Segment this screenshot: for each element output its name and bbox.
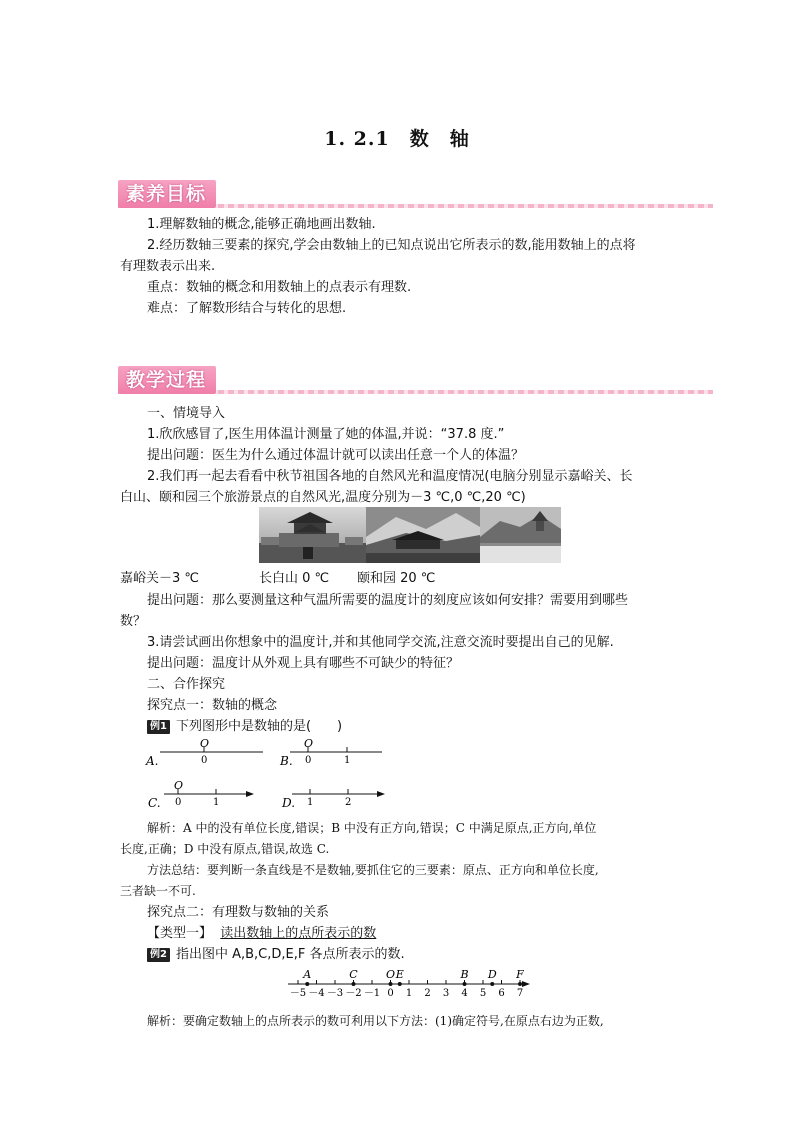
number-line-tick-label: －3 bbox=[326, 988, 344, 999]
type-1-bracket: 【类型一】 bbox=[147, 926, 213, 941]
number-line-point bbox=[463, 982, 467, 986]
type-1-title: 读出数轴上的点所表示的数 bbox=[220, 926, 377, 941]
intro-line-1: 1.欣欣感冒了,医生用体温计测量了她的体温,并说：“37.8 度.” bbox=[147, 427, 505, 442]
option-c-letter: C. bbox=[148, 796, 161, 810]
example-2 bbox=[147, 944, 405, 965]
option-c-arrow bbox=[246, 791, 254, 797]
photo-yiheyuan bbox=[480, 507, 561, 563]
number-line-tick-label: 7 bbox=[516, 988, 524, 999]
number-line-point bbox=[398, 982, 402, 986]
number-line-tick-label: 6 bbox=[498, 988, 505, 999]
option-b-tick-label-1: 1 bbox=[344, 755, 351, 766]
goal-line-2: 2.经历数轴三要素的探究,学会由数轴上的已知点说出它所表示的数,能用数轴上的点将 bbox=[147, 238, 636, 253]
example-2-label: 例2 bbox=[147, 948, 170, 962]
number-line-point-label: D bbox=[487, 968, 497, 981]
banner-goals bbox=[118, 180, 713, 210]
option-b-tick-label-0: 0 bbox=[305, 755, 312, 766]
number-line-point bbox=[518, 982, 522, 986]
option-b-origin: O bbox=[304, 737, 314, 750]
question-line-3: 提出问题：温度计从外观上具有哪些不可缺少的特征？ bbox=[147, 656, 460, 671]
photo-changbaishan bbox=[366, 507, 480, 563]
banner-process-label: 教学过程 bbox=[118, 366, 216, 394]
number-line-point bbox=[352, 982, 356, 986]
number-line-point-label: E bbox=[395, 968, 404, 981]
number-line-tick-label: 3 bbox=[442, 988, 450, 999]
difficult-point: 难点：了解数形结合与转化的思想. bbox=[147, 301, 347, 316]
number-line-point-label: C bbox=[349, 968, 358, 981]
intro-line-3: 白山、颐和园三个旅游景点的自然风光,温度分别为－3 ℃,0 ℃,20 ℃) bbox=[120, 490, 526, 505]
option-c-tick-label-0: 0 bbox=[175, 797, 182, 808]
number-line-tick-label: 5 bbox=[479, 988, 487, 999]
option-c-tick-label-1: 1 bbox=[213, 797, 220, 808]
analysis-1-line-1: 解析：A 中的没有单位长度,错误；B 中没有正方向,错误；C 中满足原点,正方向,单位 bbox=[147, 821, 597, 835]
goal-line-1: 1.理解数轴的概念,能够正确地画出数轴. bbox=[147, 217, 376, 232]
banner-goals-label: 素养目标 bbox=[118, 180, 216, 208]
number-line-point-label: F bbox=[516, 968, 524, 981]
intro-line-2: 2.我们再一起去看看中秋节祖国各地的自然风光和温度情况(电脑分别显示嘉峪关、长 bbox=[147, 469, 633, 484]
number-line-tick-label: －2 bbox=[345, 988, 362, 999]
explore-point-1: 探究点一：数轴的概念 bbox=[147, 698, 278, 713]
number-line-point bbox=[490, 982, 494, 986]
number-line-point-label: O bbox=[385, 968, 396, 981]
example-2-question: 指出图中 A,B,C,D,E,F 各点所表示的数. bbox=[175, 947, 405, 962]
number-line-tick-label: －4 bbox=[308, 988, 325, 999]
photo-jiayuguan bbox=[259, 507, 366, 563]
option-d-tick-label-0: 1 bbox=[307, 797, 314, 808]
number-line-point bbox=[305, 982, 309, 986]
option-d-tick-label-1: 2 bbox=[345, 797, 352, 808]
number-line-point bbox=[389, 982, 393, 986]
option-diagrams bbox=[140, 736, 400, 812]
number-line-tick-label: －5 bbox=[289, 988, 307, 999]
banner-process bbox=[118, 366, 713, 396]
summary-line-2: 三者缺一不可. bbox=[120, 884, 196, 898]
number-line-tick-label: －1 bbox=[363, 988, 381, 999]
explore-point-2: 探究点二：有理数与数轴的关系 bbox=[147, 905, 330, 920]
analysis-1-line-2: 长度,正确；D 中没有原点,错误,故选 C. bbox=[120, 842, 330, 856]
number-line bbox=[280, 964, 540, 1002]
option-b-letter: B. bbox=[280, 754, 293, 768]
caption-yiheyuan: 颐和园 20 ℃ bbox=[357, 571, 436, 586]
option-c-origin: O bbox=[174, 779, 184, 792]
question-line-2: 提出问题：那么要测量这种气温所需要的温度计的刻度应该如何安排？需要用到哪些 bbox=[147, 593, 629, 608]
number-line-point-label: B bbox=[460, 968, 469, 981]
key-point: 重点：数轴的概念和用数轴上的点表示有理数. bbox=[147, 280, 412, 295]
goal-line-3: 有理数表示出来. bbox=[120, 259, 216, 274]
option-d-arrow bbox=[377, 791, 385, 797]
page-title: 1. 2.1 数 轴 bbox=[324, 128, 470, 150]
caption-jiayuguan: 嘉峪关－3 ℃ bbox=[120, 571, 200, 586]
type-1-heading bbox=[147, 923, 376, 944]
example-1-question: 下列图形中是数轴的是( ) bbox=[175, 719, 343, 734]
heading-explore: 二、合作探究 bbox=[147, 677, 226, 692]
question-line-1: 提出问题：医生为什么通过体温计就可以读出任意一个人的体温？ bbox=[147, 448, 525, 463]
number-line-tick-label: 2 bbox=[424, 988, 431, 999]
option-a-origin: O bbox=[200, 737, 210, 750]
example-1-label: 例1 bbox=[147, 720, 170, 734]
number-line-tick-label: 4 bbox=[461, 988, 468, 999]
number-line-point-label: A bbox=[303, 968, 312, 981]
question-line-2-cont: 数？ bbox=[120, 614, 147, 629]
intro-line-4: 3.请尝试画出你想象中的温度计,并和其他同学交流,注意交流时要提出自己的见解. bbox=[147, 635, 614, 650]
number-line-arrow bbox=[522, 981, 530, 987]
analysis-2-line-1: 解析：要确定数轴上的点所表示的数可利用以下方法：(1)确定符号,在原点右边为正数, bbox=[147, 1014, 604, 1028]
summary-line-1: 方法总结：要判断一条直线是不是数轴,要抓住它的三要素：原点、正方向和单位长度, bbox=[147, 863, 599, 877]
caption-changbaishan: 长白山 0 ℃ bbox=[259, 571, 330, 586]
option-d-letter: D. bbox=[282, 796, 296, 810]
option-a-letter: A. bbox=[146, 754, 159, 768]
example-1 bbox=[147, 716, 342, 737]
number-line-tick-label: 1 bbox=[405, 988, 413, 999]
option-a-tick-label: 0 bbox=[201, 755, 208, 766]
heading-intro: 一、情境导入 bbox=[147, 406, 226, 421]
number-line-tick-label: 0 bbox=[387, 988, 394, 999]
